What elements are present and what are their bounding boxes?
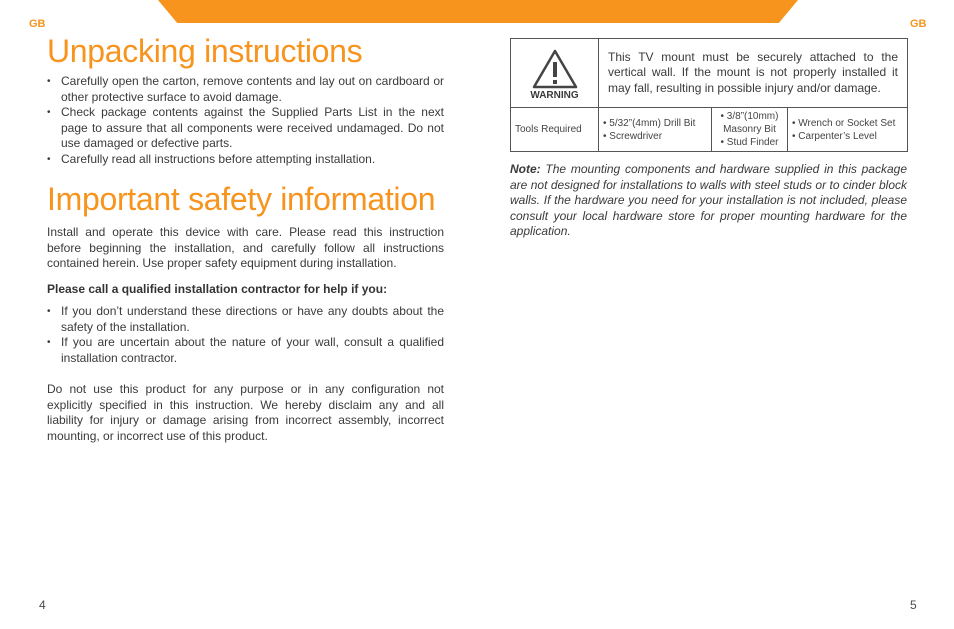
- unpacking-title: Unpacking instructions: [47, 33, 363, 69]
- left-page: [47, 32, 444, 444]
- warning-table: [510, 38, 908, 152]
- note-label: Note:: [510, 162, 541, 176]
- page-number-left: 4: [39, 598, 46, 612]
- tool-item: • Stud Finder: [720, 137, 779, 148]
- warning-text: This TV mount must be securely attached to the vertical wall. If the mount is not properly installed it may fall, resulting in possible injury and/or damage.: [599, 39, 908, 108]
- language-tag-left: GB: [29, 18, 46, 30]
- tool-item: • 3/8”(10mm): [720, 111, 779, 122]
- unpacking-list: [47, 74, 444, 167]
- contractor-list: [47, 304, 444, 366]
- page-number-right: 5: [910, 598, 917, 612]
- tools-column-1: [599, 108, 712, 152]
- list-item: • Carefully open the carton, remove contents and lay out on cardboard or other protective surface to avoid damage.: [47, 74, 444, 105]
- safety-intro: Install and operate this device with care. Please read this instruction before beginning the installation, and carefully follow all instructions contained herein. Use proper safety equipment during installation.: [47, 225, 444, 270]
- contractor-heading: Please call a qualified installation contractor for help if you:: [47, 281, 388, 296]
- tools-column-2: [712, 108, 788, 152]
- tool-item: • Carpenter’s Level: [792, 130, 877, 142]
- note-text: The mounting components and hardware supplied in this package are not designed for installations to walls with steel studs or to cinder block walls. If the hardware you need for your installation is not included, please consult your local hardware store for proper mounting hardware for the application.: [510, 162, 907, 238]
- tool-item: • 5/32”(4mm) Drill Bit: [603, 117, 696, 129]
- tool-item: • Screwdriver: [603, 130, 663, 142]
- warning-triangle-icon: [532, 49, 578, 89]
- note-paragraph: [510, 162, 907, 240]
- list-item: • If you don’t understand these directions or have any doubts about the safety of the installation.: [47, 304, 444, 335]
- list-item: • Carefully read all instructions before attempting installation.: [47, 152, 444, 168]
- tools-column-3: [788, 108, 908, 152]
- warning-label: WARNING: [530, 90, 579, 101]
- language-tag-right: GB: [910, 18, 927, 30]
- warning-cell: [511, 39, 599, 108]
- tool-item: Masonry Bit: [723, 124, 776, 135]
- header-tab: [158, 0, 798, 23]
- disclaimer-text: Do not use this product for any purpose or in any configuration not explicitly specified in this instruction. We hereby disclaim any and all liability for injury or damage arising from incorrect assembly, incorrect mounting, or incorrect use of this product.: [47, 382, 444, 443]
- right-page: [510, 38, 907, 240]
- list-item: • Check package contents against the Supplied Parts List in the next page to assure that all components were received undamaged. Do not use damaged or defective parts.: [47, 105, 444, 152]
- tool-item: • Wrench or Socket Set: [792, 117, 896, 129]
- list-item: • If you are uncertain about the nature of your wall, consult a qualified installation contractor.: [47, 335, 444, 366]
- safety-title: Important safety information: [47, 181, 436, 217]
- tools-label: Tools Required: [511, 108, 599, 152]
